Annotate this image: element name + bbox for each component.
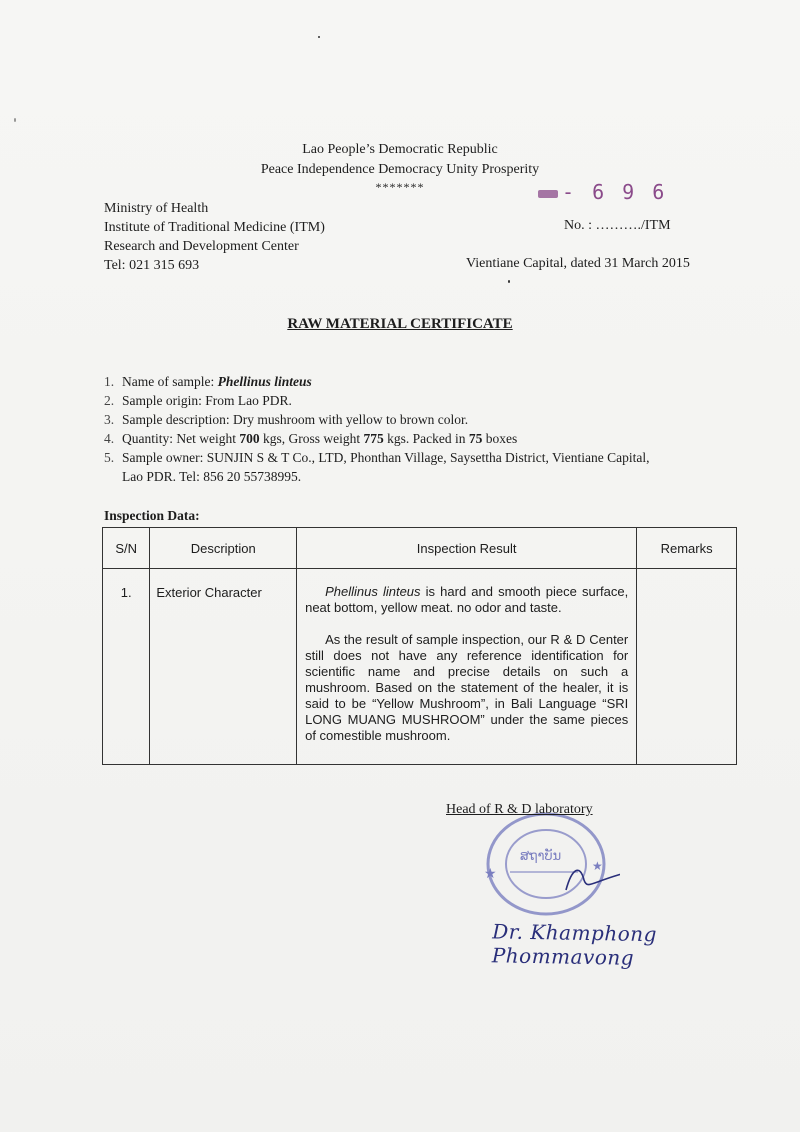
list-item-label: Name of sample: [122, 374, 218, 389]
svg-text:ສຖາບັນ: ສຖາບັນ [520, 849, 562, 864]
stars-divider: ******* [375, 180, 425, 194]
cell-description: Exterior Character [150, 569, 297, 765]
reference-number: No. : ………./ITM [564, 218, 671, 233]
result-paragraph-2: As the result of sample inspection, our R & D Center still does not have any reference identification for scientific name and precise details on such a mushroom. Based on the statement of the healer, it is said to be “Yellow Mushroom”, in Bali Language “SRI LONG MUANG MUSHROOM” under the same pieces of comestible mushroom. [305, 632, 629, 743]
column-header-sn: S/N [103, 528, 150, 569]
official-seal [480, 808, 620, 920]
stamped-number [538, 180, 667, 204]
table-header-row [103, 528, 737, 569]
table-row [103, 569, 737, 765]
list-item: 4. Quantity: Net weight 700 kgs, Gross weight 775 kgs. Packed in 75 boxes [104, 431, 518, 446]
sample-description: Sample description: Dry mushroom with yellow to brown color. [122, 412, 469, 427]
sample-owner: Sample owner: SUNJIN S & T Co., LTD, Phonthan Village, Saysettha District, Vientiane Capital, Lao PDR. Tel: 856 20 55738995. [122, 450, 650, 484]
paper-speck [14, 118, 16, 122]
column-header-description: Description [150, 528, 297, 569]
ministry-name: Ministry of Health [104, 201, 209, 216]
motto-heading: Peace Independence Democracy Unity Prosperity [260, 162, 540, 177]
cell-remarks [637, 569, 737, 765]
cell-result [297, 569, 637, 765]
sample-name: Phellinus linteus [217, 374, 312, 389]
cell-sn: 1. [103, 569, 150, 765]
issuer-block [104, 199, 325, 275]
svg-text:★: ★ [484, 866, 497, 882]
document-title: RAW MATERIAL CERTIFICATE [287, 316, 513, 332]
stamp-smudge [538, 190, 558, 198]
sample-quantity: Quantity: Net weight 700 kgs, Gross weight 775 kgs. Packed in 75 boxes [122, 431, 518, 446]
handwritten-signature: Dr. Khamphong Phommavong [491, 919, 658, 970]
result-paragraph-1: Phellinus linteus is hard and smooth piece surface, neat bottom, yellow meat. no odor and taste. [305, 584, 629, 615]
inspection-label: Inspection Data: [104, 508, 200, 523]
place-date: Vientiane Capital, dated 31 March 2015 [466, 256, 690, 271]
institute-name: Institute of Traditional Medicine (ITM) [104, 220, 325, 235]
country-heading: Lao People’s Democratic Republic [302, 142, 498, 157]
list-item: 5. Sample owner: SUNJIN S & T Co., LTD, Phonthan Village, Saysettha District, Vientiane Capital, Lao PDR. Tel: 856 20 55738995. [104, 450, 650, 484]
center-name: Research and Development Center [104, 239, 299, 254]
paper-speck [508, 280, 510, 283]
inspection-table [102, 527, 737, 765]
svg-text:★: ★ [592, 859, 603, 873]
list-item: 2. Sample origin: From Lao PDR. [104, 393, 292, 408]
paper-speck [318, 36, 320, 38]
list-item: 3. Sample description: Dry mushroom with yellow to brown color. [104, 412, 469, 427]
list-item: 1. Name of sample: Phellinus linteus [104, 374, 312, 389]
column-header-remarks: Remarks [637, 528, 737, 569]
signatory-role: Head of R & D laboratory [446, 802, 593, 817]
stamp-number-text: - 6 9 6 [562, 180, 668, 204]
sample-origin: Sample origin: From Lao PDR. [122, 393, 292, 408]
column-header-result: Inspection Result [297, 528, 637, 569]
telephone: Tel: 021 315 693 [104, 258, 200, 273]
sample-details-list [104, 372, 704, 486]
